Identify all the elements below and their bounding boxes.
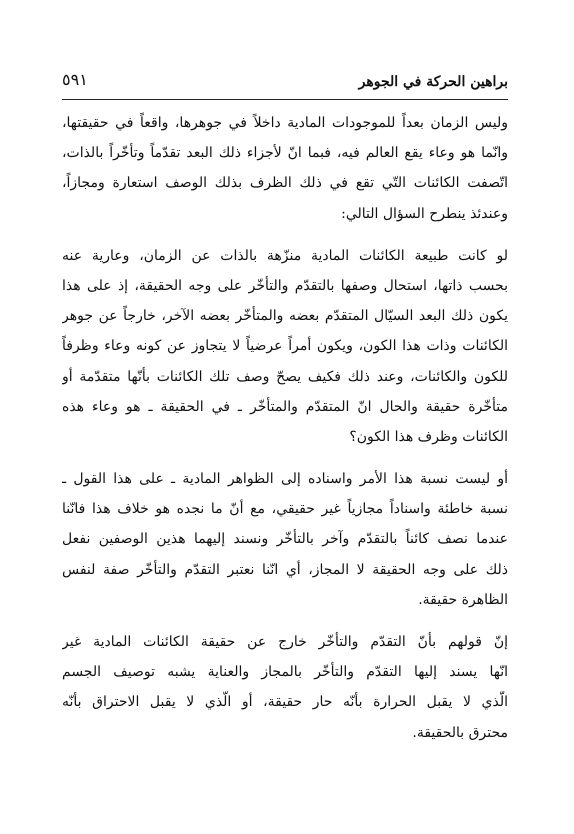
text-line: يكون ذلك البعد السيّال المتقدّم بعضه والمتأخّر بعضه الآخر، خارجاً عن جوهر [62, 308, 508, 325]
text-line: لو كانت طبيعة الكائنات المادية منزّهة بالذات عن الزمان، وعارية عنه [62, 247, 508, 264]
text-line: الكائنات وذات هذا الكون، ويكون أمراً عرضياً لا يتجاوز عن كونه وعاء وظرفاً [62, 338, 508, 355]
text-line: محترق بالحقيقة. [412, 724, 508, 741]
text-line: وعندئذ ينطرح السؤال التالي: [341, 205, 508, 222]
text-line: عندما نصف كائناً بالتقدّم وآخر بالتأخّر ونسند إليهما هذين الوصفين نفعل [62, 531, 508, 548]
header-rule [62, 99, 508, 100]
text-line: ذلك على وجه الحقيقة لا المجاز، أي انّنا نعتبر التقدّم والتأخّر صفة لنفس [62, 561, 508, 578]
text-line: اتّصفت الكائنات التّي تقع في ذلك الظرف بذلك الوصف استعارة ومجازاً، [62, 175, 508, 192]
text-line: الّذي لا يقبل الحرارة بأنّه حار حقيقة، أو الّذي لا يقبل الاحتراق بأنّه [62, 694, 508, 711]
paragraph-gap [62, 229, 508, 241]
paragraph-gap [62, 452, 508, 464]
page-body [62, 108, 508, 748]
text-line: متأخّرة حقيقة والحال انّ المتقدّم والمتأخّر ـ في الحقيقة ـ هو وعاء هذه [62, 398, 508, 415]
running-title: براهين الحركة في الجوهر [358, 74, 508, 90]
paragraph-gap [62, 615, 508, 627]
text-line: للكون والكائنات، وعند ذلك فكيف يصحّ وصف تلك الكائنات بأنّها متقدّمة أو [62, 368, 508, 385]
text-line: وليس الزمان بعداً للموجودات المادية داخلاً في جوهرها، واقعاً في حقيقتها، [62, 115, 508, 131]
text-line: بحسب ذاتها، استحال وصفها بالتقدّم والتأخّر على وجه الحقيقة، إذ على هذا [62, 277, 508, 294]
text-line: وانّما هو وعاء يقع العالم فيه، فبما انّ لأجزاء ذلك البعد تقدّماً وتأخّراً بالذات، [62, 145, 508, 162]
text-line: أو ليست نسبة هذا الأمر واسناده إلى الظواهر المادية ـ على هذا القول ـ [62, 471, 508, 488]
text-line: الظاهرة حقيقة. [418, 591, 508, 608]
text-line: انّها يسند إليها التقدّم والتأخّر بالمجاز والعناية يشبه توصيف الجسم [62, 664, 508, 681]
paragraph [62, 241, 508, 452]
text-line: نسبة خاطئة واسناداً مجازياً غير حقيقي، مع أنّ ما نجده هو خلاف هذا فانّنا [62, 501, 508, 518]
text-line: إنّ قولهم بأنّ التقدّم والتأخّر خارج عن حقيقة الكائنات المادية غير [62, 634, 508, 650]
paragraph [62, 108, 508, 229]
text-line: الكائنات وظرف هذا الكون؟ [349, 428, 508, 445]
running-header [62, 64, 508, 96]
page-number: ٥٩١ [62, 70, 88, 89]
paragraph-list [62, 108, 508, 748]
paragraph [62, 627, 508, 748]
paragraph [62, 464, 508, 615]
